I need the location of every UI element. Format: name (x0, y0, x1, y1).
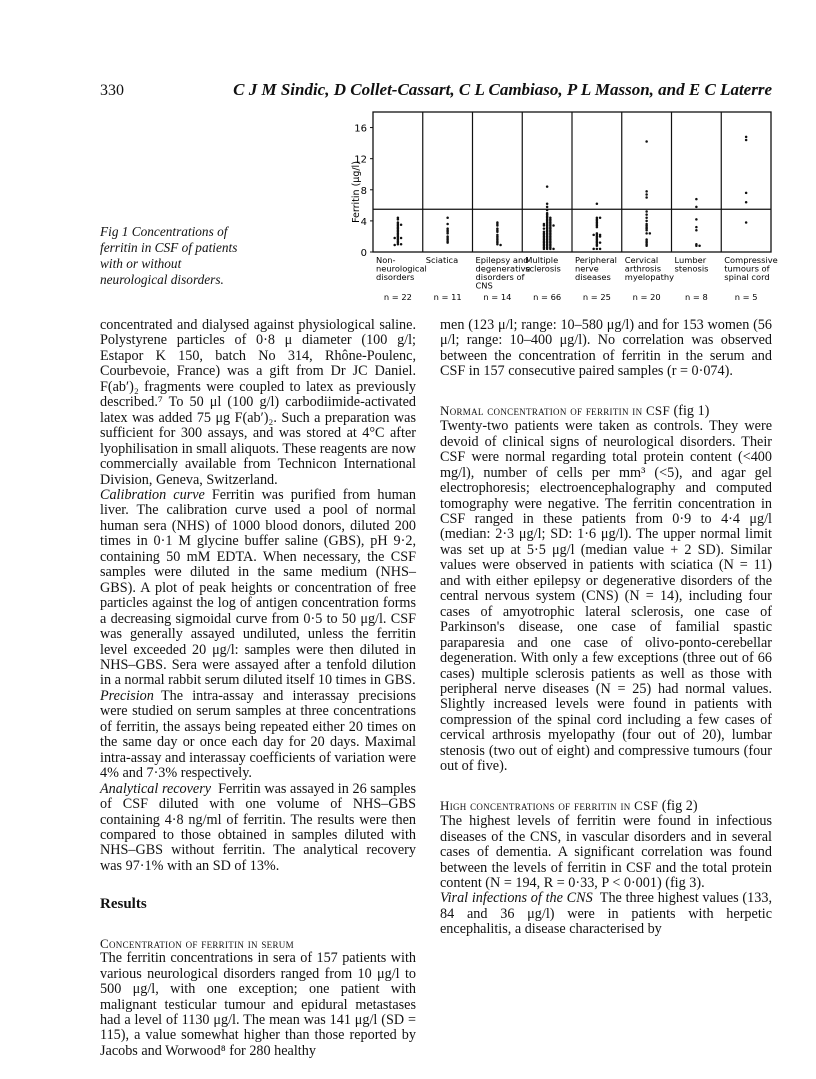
paragraph-serum-continued: men (123 μ/l; range: 10–580 μg/l) and for 153 women (56 μ/l; range: 10–400 μg/l). No correlation was observed between the concentration of ferritin in the serum and CSF in 157 consecutive paired samples (r = 0·074). (440, 317, 772, 380)
y-tick-label: 16 (354, 123, 367, 135)
data-point (543, 248, 546, 251)
category-n-label: n = 5 (734, 292, 758, 302)
paragraph-precision (100, 689, 416, 782)
data-point (596, 248, 599, 251)
category-label: tumours of (724, 263, 770, 274)
data-point (745, 139, 748, 142)
category-label: Epilepsy and (475, 255, 529, 265)
running-header-authors: C J M Sindic, D Collet-Cassart, C L Cambiaso, P L Masson, and E C Laterre (233, 80, 772, 99)
paragraph-recovery (100, 782, 416, 875)
category-n-label: n = 14 (483, 292, 512, 302)
runin-heading-viral: Viral infections of the CNS (440, 890, 593, 907)
runin-heading-precision: Precision (100, 687, 154, 704)
category-label: Multiple (525, 255, 559, 265)
data-point (446, 217, 449, 220)
runin-heading-calibration: Calibration curve (100, 486, 205, 503)
data-point (393, 244, 396, 247)
data-point (397, 243, 400, 246)
category-label: nerve (575, 263, 599, 274)
y-tick-label: 12 (354, 154, 367, 166)
paragraph-materials: concentrated and dialysed against physiological saline. Polystyrene particles of 0·8 μ diameter (100 g/l; Estapor K 150, batch No 314, Rhône-Poulenc, Courbevoie, France) was a gift from Dr JC Daniel. F(ab′)₂ fragments were coupled to latex as previously described.⁷ To 50 μl (100 g/l) carbodiimide-activated latex was added 75 μg F(ab′)₂. Such a preparation was sufficient for 300 assays, and was stored at 4°C after lyophilisation in small aliquots. These reagents are now commercially available from Technicon International Division, Geneva, Switzerland. (100, 317, 416, 488)
data-point (649, 232, 652, 235)
category-n-label: n = 20 (632, 292, 661, 302)
data-point (645, 210, 648, 213)
figure-caption: Fig 1 Concentrations of ferritin in CSF of patients with or without neurological disorders. (100, 224, 238, 287)
category-label: diseases (575, 272, 611, 282)
data-point (546, 185, 549, 188)
data-point (596, 245, 599, 248)
viral-text: The three highest values (133, 84 and 36 μg/l) were in patients with herpetic encephalitis, a disease characterised by (440, 890, 772, 938)
data-point (397, 218, 400, 221)
runin-heading-recovery: Analytical recovery (100, 780, 212, 797)
y-tick-label: 8 (360, 185, 367, 197)
data-point (552, 224, 555, 227)
subheading-high-text: High concentrations of ferritin in CSF (440, 797, 659, 813)
section-heading-results: Results (100, 896, 147, 913)
subheading-serum: Concentration of ferritin in serum (100, 935, 294, 951)
data-point (645, 229, 648, 232)
data-point (745, 201, 748, 204)
data-point (400, 224, 403, 227)
y-tick-label: 0 (360, 248, 367, 259)
data-point (695, 198, 698, 201)
data-point (645, 190, 648, 193)
data-point (695, 229, 698, 232)
data-point (549, 248, 552, 251)
data-point (645, 220, 648, 223)
category-label: CNS (475, 280, 493, 291)
data-point (745, 192, 748, 195)
y-tick-label: 4 (360, 216, 367, 228)
data-point (592, 234, 595, 237)
figure-1-dot-plot (350, 100, 780, 310)
page-number: 330 (100, 82, 124, 99)
data-point (645, 140, 648, 143)
data-point (596, 226, 599, 229)
data-point (446, 241, 449, 244)
data-point (592, 248, 595, 251)
data-point (400, 243, 403, 246)
data-point (546, 203, 549, 206)
subheading-normal-text: Normal concentration of ferritin in CSF (440, 402, 670, 418)
data-point (499, 244, 502, 247)
data-point (745, 221, 748, 224)
data-point (695, 218, 698, 221)
category-label: Peripheral (575, 255, 617, 265)
subheading-normal-ref: (fig 1) (673, 402, 710, 419)
category-label: Sciatica (425, 255, 459, 265)
data-point (496, 231, 499, 234)
category-label: stenosis (674, 263, 709, 274)
category-labels (376, 255, 778, 302)
data-point (695, 226, 698, 229)
category-label: Cervical (624, 255, 659, 265)
paragraph-calibration (100, 488, 416, 689)
data-point (543, 227, 546, 230)
category-label: disorders of (475, 272, 525, 282)
paragraph-viral (440, 891, 772, 937)
category-label: Compressive (724, 255, 778, 265)
category-label: disorders (376, 272, 415, 282)
data-points (393, 136, 747, 251)
data-point (645, 196, 648, 199)
data-point (546, 209, 549, 212)
data-point (496, 224, 499, 227)
category-n-label: n = 22 (383, 292, 412, 302)
subheading-high-csf (440, 798, 772, 814)
paragraph-high-csf: The highest levels of ferritin were found in infectious diseases of the CNS, in vascular disorders and in several cases of dementia. A significant correlation was found between the levels of ferritin in CSF and the total protein content (N = 194, R = 0·33, P < 0·001) (fig 3). (440, 813, 772, 891)
data-point (645, 213, 648, 216)
subheading-high-ref: (fig 2) (661, 797, 698, 814)
data-point (645, 245, 648, 248)
data-point (698, 245, 701, 248)
data-point (599, 235, 602, 238)
left-column (100, 318, 416, 1059)
category-n-label: n = 8 (684, 292, 708, 302)
category-label: spinal cord (724, 272, 770, 282)
category-n-label: n = 66 (533, 292, 562, 302)
calibration-text: Ferritin was purified from human liver. The calibration curve used a pool of normal human sera (NHS) of 1000 blood donors, diluted 200 times in 0·1 M glycine buffer saline (GBS), pH 9·2, containing 50 mM EDTA. When necessary, the CSF samples were diluted in the same medium (NHS–GBS). A plot of peak heights or concentration of free particles against the log of antigen concentration forms a decreasing sigmoidal curve from 0·5 to 50 μg/l. CSF was generally assayed undiluted, unless the ferritin level exceeded 20 μg/l: samples were then diluted in NHS–GBS. Sera were assayed after a tenfold dilution in a normal rabbit serum diluted itself 10 times in GBS. (100, 486, 416, 689)
data-point (599, 248, 602, 251)
data-point (745, 136, 748, 139)
category-label: myelopathy (624, 272, 675, 282)
data-point (496, 243, 499, 246)
data-point (645, 193, 648, 196)
recovery-text: Ferritin was assayed in 26 samples of CSF diluted with one volume of NHS–GBS containing 4·8 ng/ml of ferritin. The results were then compared to those obtained in samples diluted with NHS–GBS without ferritin. The analytical recovery was 97·1% with an SD of 13%. (100, 780, 417, 874)
category-label: degenerative (475, 263, 531, 274)
category-n-label: n = 25 (582, 292, 611, 302)
data-point (400, 237, 403, 240)
data-point (546, 248, 549, 251)
data-point (695, 245, 698, 248)
plot-frame (351, 112, 771, 259)
paragraph-serum: The ferritin concentrations in sera of 157 patients with various neurological disorders ranged from 10 μg/l to 500 μg/l, with one exception; one patient with malignant testicular tumour and epidural metastases had a level of 1130 μg/l. The mean was 141 μg/l (SD = 115), a value somewhat higher than those reported by Jacobs and Worwood⁸ for 280 healthy (100, 950, 416, 1059)
data-point (552, 248, 555, 251)
data-point (546, 206, 549, 209)
category-label: sclerosis (525, 263, 561, 274)
category-label: Non- (376, 255, 396, 265)
data-point (645, 217, 648, 220)
right-column (440, 318, 772, 938)
category-label: neurological (376, 263, 427, 274)
data-point (446, 223, 449, 226)
precision-text: The intra-assay and interassay precisions were studied on serum samples at three concentrations of ferritin, the assays being repeated either 20 times on the same day or once each day for 20 days. Maximal intra-assay and interassay coefficients of variation were 4% and 7·3% respectively. (100, 687, 416, 782)
category-label: Lumber (674, 255, 707, 265)
data-point (645, 232, 648, 235)
data-point (393, 237, 396, 240)
category-n-label: n = 11 (433, 292, 462, 302)
data-point (446, 232, 449, 235)
subheading-normal-csf (440, 403, 772, 419)
category-label: arthrosis (624, 263, 662, 274)
data-point (599, 241, 602, 244)
data-point (596, 203, 599, 206)
y-axis-label: Ferritin (μg/l) (351, 161, 362, 223)
data-point (543, 224, 546, 227)
data-point (695, 206, 698, 209)
paragraph-normal-csf: Twenty-two patients were taken as controls. They were devoid of clinical signs of neurological disorders. Their CSF were normal regarding total protein content (<400 mg/l), number of cells per mm³ (<5), and agar gel electrophoresis; electroencephalography and computed tomography were negative. The ferritin concentration in CSF ranged in these patients from 0·9 to 4·4 μg/l (median: 2·3 μg/l; SD: 1·6 μg/l). The upper normal limit was set up at 5·5 μg/l (median value + 2 SD). Similar values were observed in patients with sciatica (N = 11) and with either epilepsy or degenerative disorders of the central nervous system (CNS) (N = 14), including four cases of amyotrophic lateral sclerosis, one case of Parkinson's disease, one case of familial spastic paraparesia and one case of olivo-ponto-cerebellar degeneration. With only a few exceptions (three out of 66 cases) multiple sclerosis patients as well as those with peripheral nerve diseases (N = 25) had normal values. Slightly increased levels were found in patients with compression of the spinal cord including a few cases of cervical arthrosis myelopathy (four out of 20), lumbar stenosis (two out of eight) and compressive tumours (four out of five). (440, 418, 772, 775)
data-point (599, 217, 602, 220)
